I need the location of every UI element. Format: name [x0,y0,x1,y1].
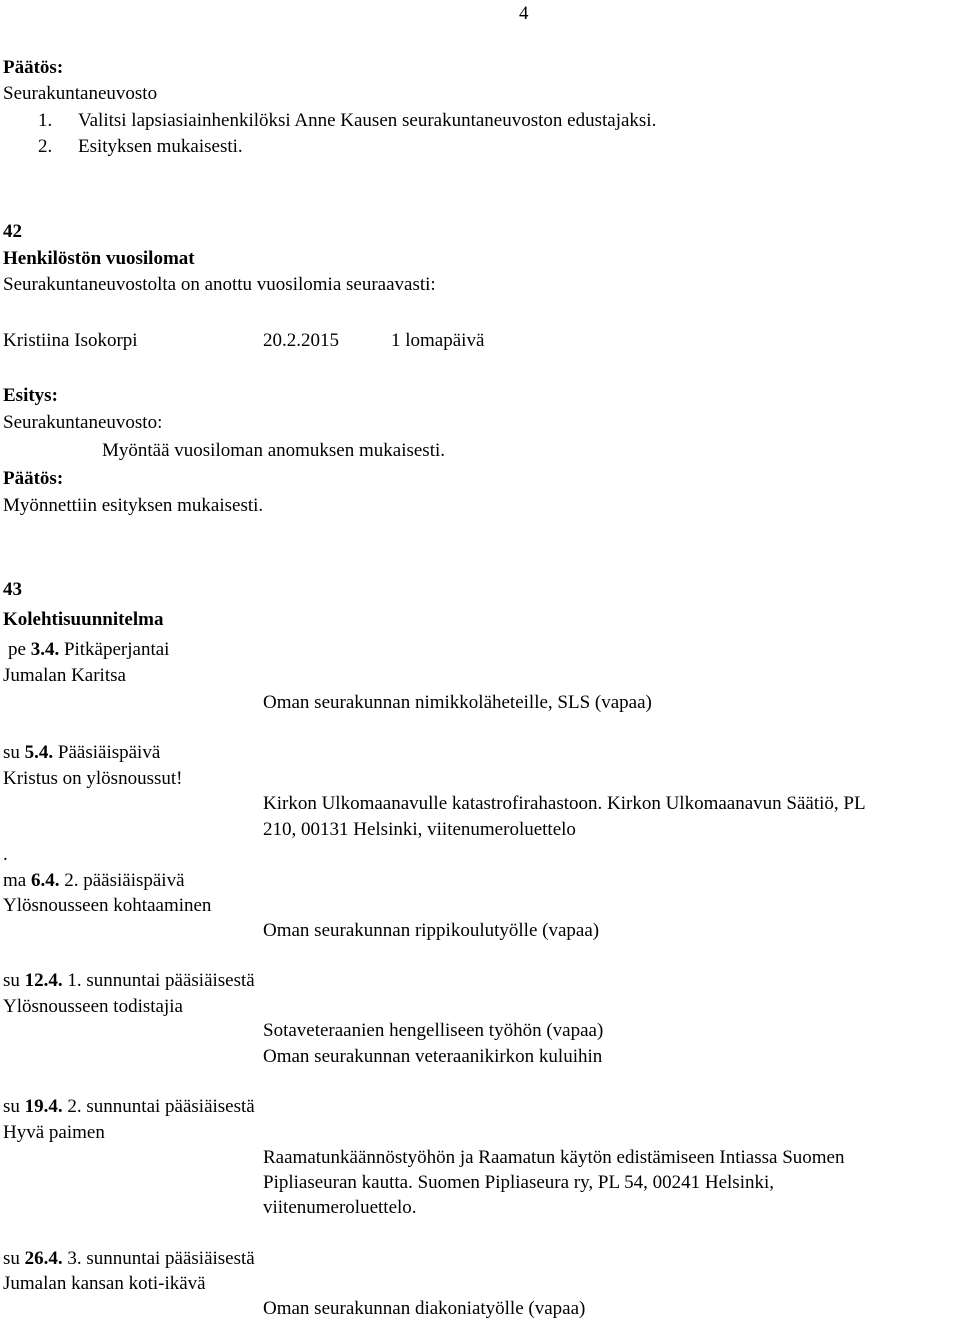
decision-item-1 [38,111,656,130]
collection-date [3,871,185,890]
section-number: 43 [3,579,22,600]
collection-target: Oman seurakunnan nimikkoläheteille, SLS (vapaa) [263,692,652,713]
section-title: Kolehtisuunnitelma [3,609,164,630]
vacation-days: 1 lomapäivä [391,330,485,351]
weekday: su [3,742,25,763]
decision-item-2 [38,137,243,156]
sunday-theme: Ylösnousseen kohtaaminen [3,895,212,916]
sunday-theme: Jumalan kansan koti-ikävä [3,1273,206,1294]
date: 12.4. [24,970,63,991]
sunday-theme: Kristus on ylösnoussut! [3,768,183,789]
weekday: su [3,970,25,991]
item-number: 2. [38,136,53,157]
collection-target: Pipliaseuran kautta. Suomen Pipliaseura ry, PL 54, 00241 Helsinki, [263,1172,774,1193]
section-intro: Seurakuntaneuvostolta on anottu vuosilomia seuraavasti: [3,274,436,295]
collection-target: Oman seurakunnan rippikoulutyölle (vapaa) [263,920,600,941]
date: 19.4. [24,1096,63,1117]
decision-text: Myönnettiin esityksen mukaisesti. [3,495,264,516]
collection-target: Sotaveteraanien hengelliseen työhön (vapaa) [263,1020,604,1041]
holy-day: 3. sunnuntai pääsiäisestä [62,1248,255,1269]
date: 6.4. [30,870,60,891]
decision-heading: Päätös: [3,57,64,78]
weekday: pe [8,639,31,660]
collection-target: Kirkon Ulkomaanavulle katastrofirahastoon. Kirkon Ulkomaanavun Säätiö, PL [263,793,866,814]
holy-day: Pääsiäispäivä [53,742,161,763]
collection-date [3,971,255,990]
section-number: 42 [3,221,22,242]
collection-target: Oman seurakunnan veteraanikirkon kuluihin [263,1046,603,1067]
weekday: su [3,1248,25,1269]
decision-body: Seurakuntaneuvosto [3,83,158,104]
collection-target: viitenumeroluettelo. [263,1197,417,1218]
page-number: 4 [519,3,529,24]
item-number: 1. [38,110,53,131]
date: 26.4. [24,1248,63,1269]
sunday-theme: Jumalan Karitsa [3,665,126,686]
sunday-theme: Hyvä paimen [3,1122,105,1143]
collection-date [8,640,169,659]
item-text: Esityksen mukaisesti. [78,136,243,157]
date: 3.4. [30,639,60,660]
proposal-heading: Esitys: [3,385,58,406]
weekday: su [3,1096,25,1117]
collection-target: Oman seurakunnan diakoniatyölle (vapaa) [263,1298,586,1319]
collection-target: Raamatunkäännöstyöhön ja Raamatun käytön edistämiseen Intiassa Suomen [263,1147,845,1168]
holy-day: Pitkäperjantai [59,639,170,660]
date: 5.4. [24,742,54,763]
proposal-body: Seurakuntaneuvosto: [3,412,163,433]
section-title: Henkilöstön vuosilomat [3,248,195,269]
item-text: Valitsi lapsiasiainhenkilöksi Anne Kausen seurakuntaneuvoston edustajaksi. [78,110,657,131]
vacation-name: Kristiina Isokorpi [3,330,138,351]
holy-day: 1. sunnuntai pääsiäisestä [62,970,255,991]
vacation-date: 20.2.2015 [263,330,339,351]
sunday-theme: Ylösnousseen todistajia [3,996,183,1017]
holy-day: 2. sunnuntai pääsiäisestä [62,1096,255,1117]
collection-date [3,743,160,762]
weekday: ma [3,870,31,891]
proposal-text: Myöntää vuosiloman anomuksen mukaisesti. [102,440,446,461]
collection-target: 210, 00131 Helsinki, viitenumeroluettelo [263,819,576,840]
decision-heading: Päätös: [3,468,64,489]
collection-date [3,1249,255,1268]
collection-date [3,1097,255,1116]
stray-dot: . [3,844,8,865]
holy-day: 2. pääsiäispäivä [59,870,185,891]
